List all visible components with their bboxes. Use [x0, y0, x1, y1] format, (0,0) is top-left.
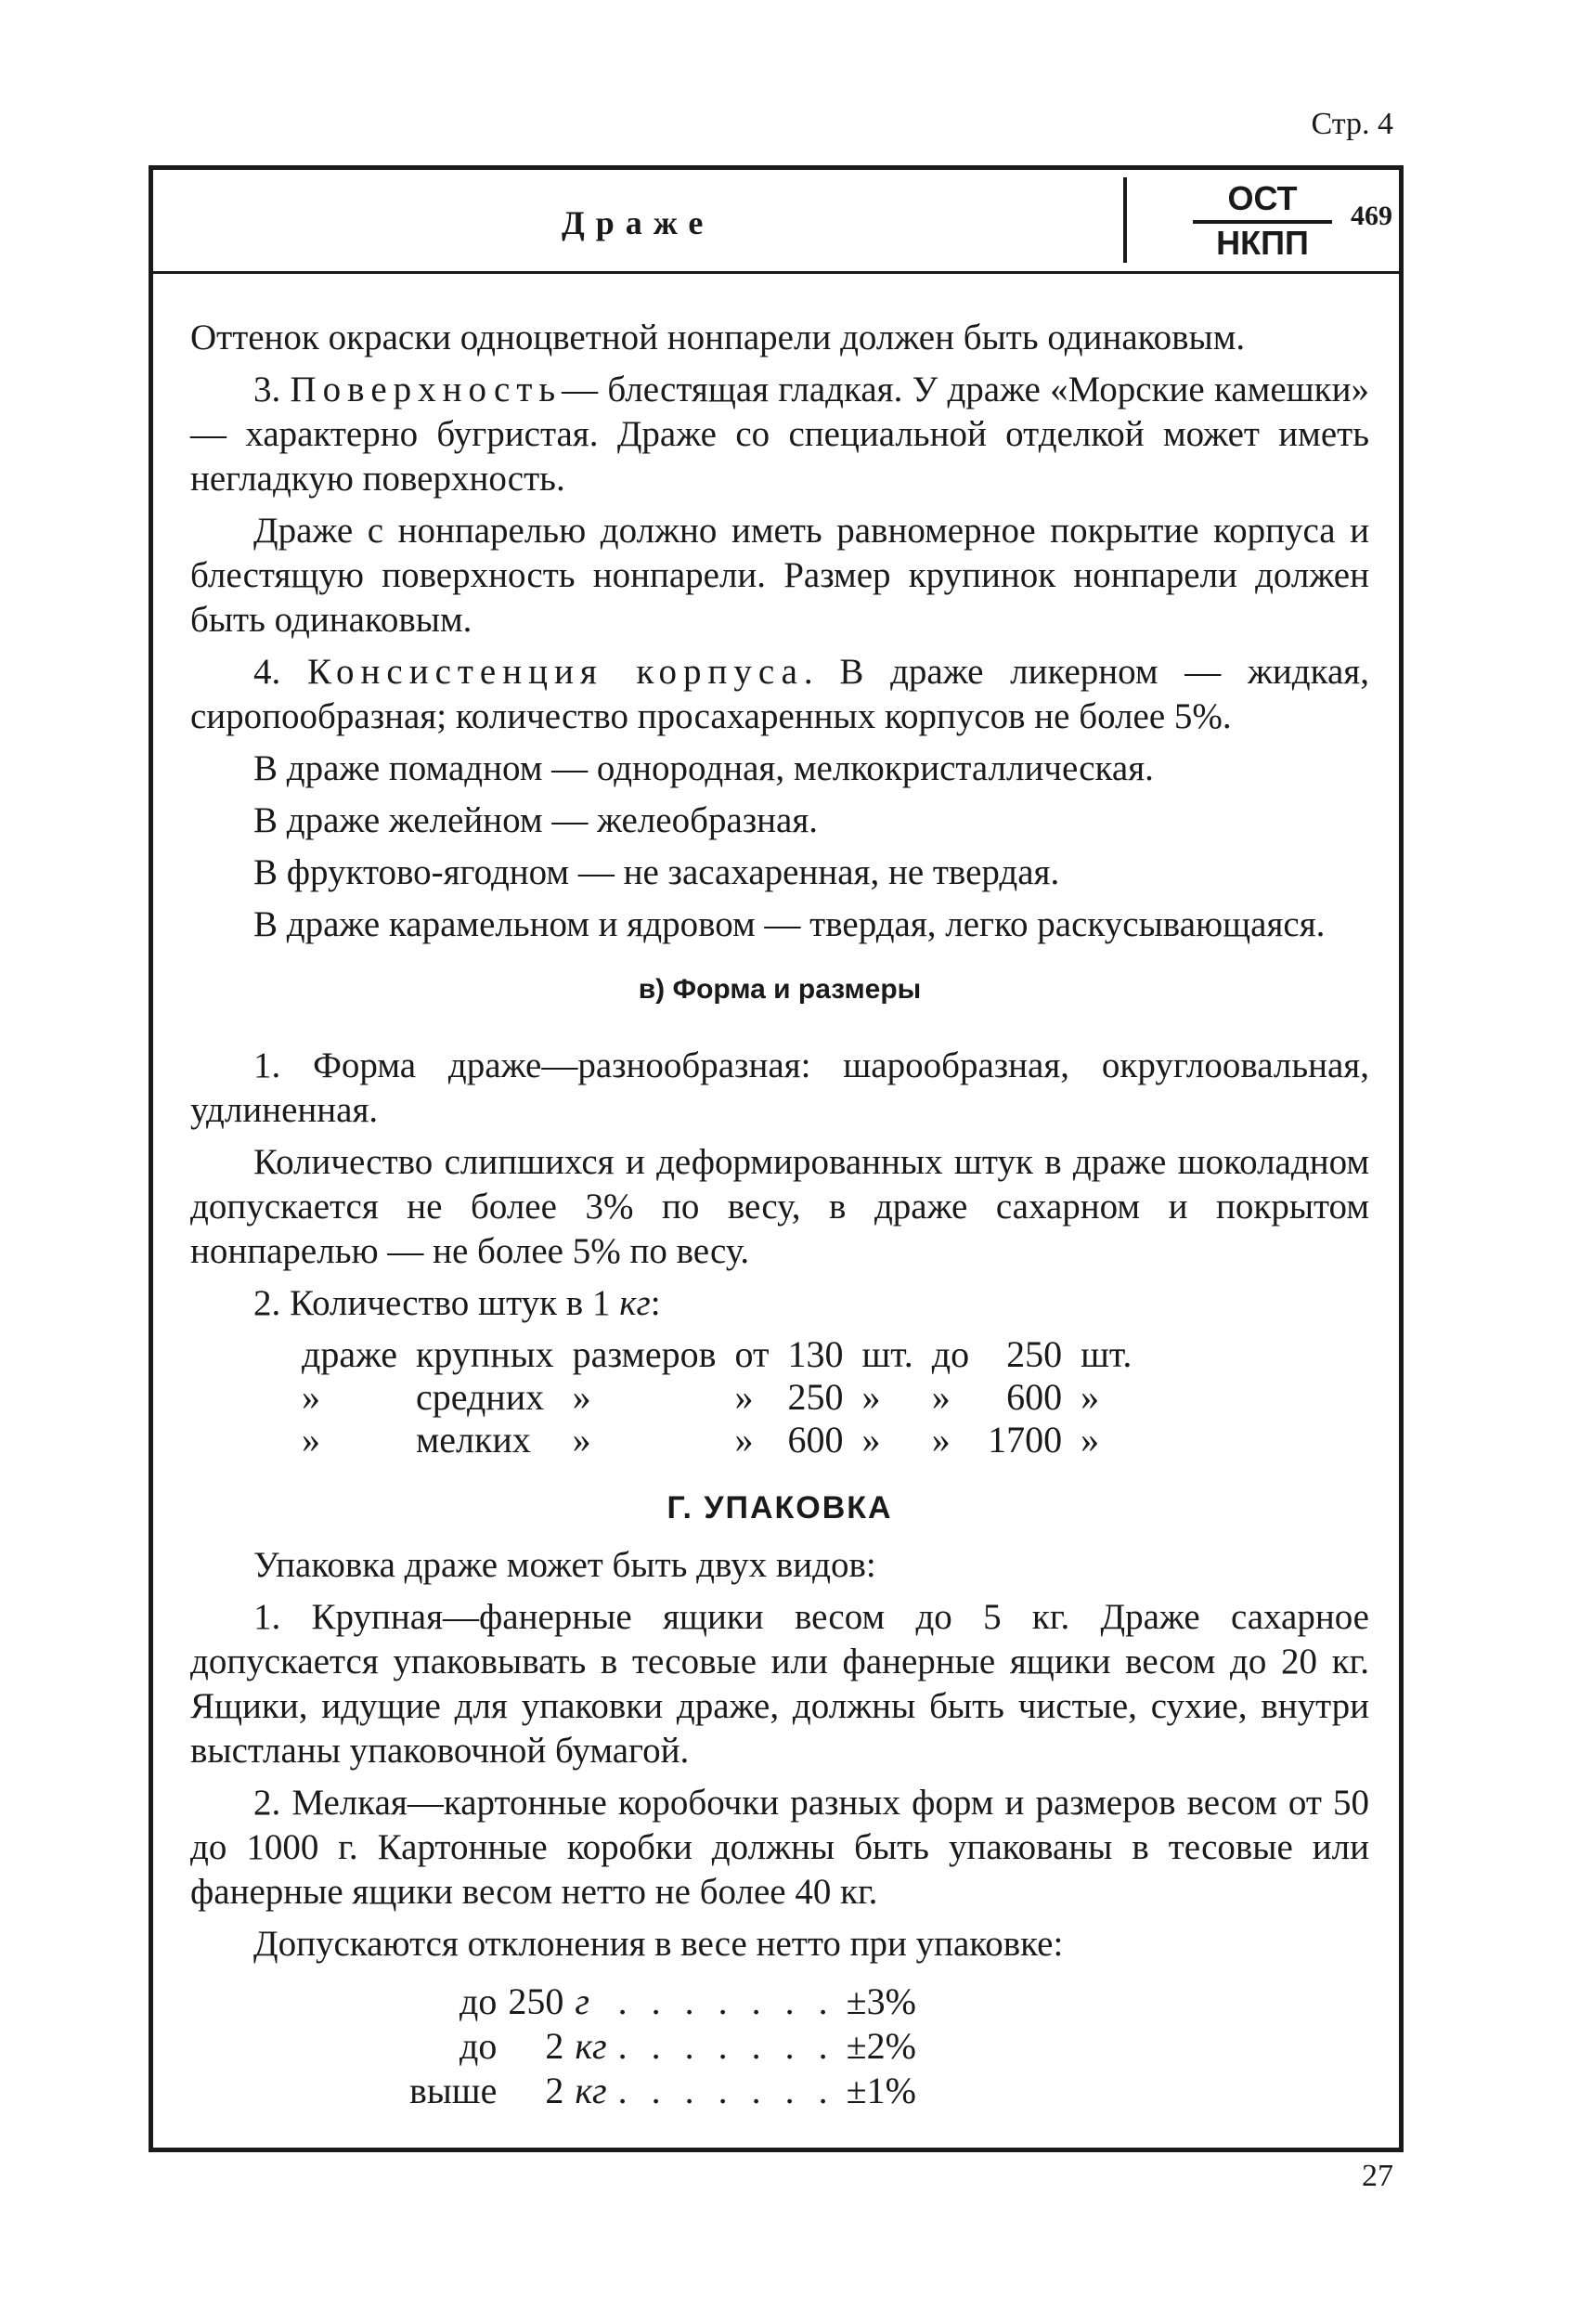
term-surface: Поверхность [290, 370, 563, 409]
table-cell: . . . . . . . [617, 2070, 835, 2111]
table-cell: » [734, 1376, 754, 1418]
standard-code-top: ОСТ [1193, 179, 1332, 224]
table-cell: крупных [415, 1333, 554, 1375]
deviation-table [404, 1980, 922, 2113]
item-number: 3. [253, 370, 281, 409]
paragraph-shape: 1. Форма драже—разнообразная: шарообразная, округлоовальная, удлиненная. [190, 1045, 1369, 1130]
table-cell: » [302, 1419, 320, 1461]
table-cell: ±1% [846, 2070, 916, 2111]
table-row [404, 1980, 922, 2024]
surface-text: — блестящая гладкая. У драже «Морские камешки» — характерно бугристая. Драже со специальной отделкой может иметь негладкую поверхность. [190, 370, 1370, 499]
standard-code-bottom: НКПП [1216, 224, 1309, 262]
paragraph-packaging-small: 2. Мелкая—картонные коробочки разных форм и размеров весом от 50 до 1000 г. Картонные коробки должны быть упакованы в тесовые или фанерные ящики весом нетто не более 40 кг. [190, 1783, 1369, 1912]
count-unit: кг [619, 1283, 651, 1323]
table-cell: » [931, 1419, 951, 1461]
table-row [292, 1333, 1141, 1376]
paragraph-caramel: В драже карамельном и ядровом — твердая, легко раскусывающаяся. [253, 904, 1326, 944]
paragraph-jelly: В драже желейном — желеобразная. [253, 800, 819, 840]
paragraph-consistency [190, 650, 1369, 739]
table-cell: 1700 [988, 1419, 1063, 1461]
section-heading-packaging: Г. УПАКОВКА [667, 1490, 893, 1526]
table-cell: до [931, 1333, 970, 1375]
header-divider [1123, 177, 1127, 263]
table-cell: драже [302, 1333, 397, 1375]
item-number: 4. [253, 652, 281, 692]
table-cell: до [459, 1980, 498, 2022]
paragraph-tint: Оттенок окраски одноцветной нонпарели должен быть одинаковым. [190, 318, 1246, 357]
footer-page-number: 27 [1362, 2159, 1393, 2193]
table-cell: мелких [415, 1419, 531, 1461]
table-cell: средних [415, 1376, 545, 1418]
table-cell: 250 [508, 1980, 564, 2022]
paragraph-deviations: Допускаются отклонения в весе нетто при упаковке: [253, 1924, 1064, 1964]
table-cell [569, 2024, 612, 2069]
table-cell: 600 [1006, 1376, 1063, 1418]
paragraph-nonpareil: Драже с нонпарелью должно иметь равномерное покрытие корпуса и блестящую поверхность нонпарели. Размер крупинок нонпарели должен быть одинаковым. [190, 511, 1369, 640]
table-cell: » [302, 1376, 320, 1418]
table-cell: 600 [787, 1419, 844, 1461]
table-row [292, 1419, 1141, 1461]
table-cell: 2 [545, 2070, 564, 2111]
paragraph-packaging-intro: Упаковка драже может быть двух видов: [253, 1545, 876, 1585]
table-cell: шт. [1081, 1333, 1132, 1375]
table-cell: 2 [545, 2025, 564, 2067]
table-row [404, 2069, 922, 2113]
table-cell: » [861, 1419, 881, 1461]
unit: кг [575, 2025, 607, 2067]
table-row [292, 1376, 1141, 1419]
table-cell: от [734, 1333, 770, 1375]
table-cell: . . . . . . . [617, 2025, 835, 2067]
table-cell [569, 2069, 612, 2113]
unit: кг [575, 2070, 607, 2111]
table-cell: шт. [861, 1333, 913, 1375]
count-colon: : [650, 1283, 661, 1323]
table-cell: 130 [787, 1333, 844, 1375]
document-header [153, 170, 1399, 274]
page-label: Стр. 4 [1311, 107, 1393, 141]
document-body [190, 316, 1369, 2113]
paragraph-deformed: Количество слипшихся и деформированных штук в драже шоколадном допускается не более 3% по весу, в драже сахарном и покрытом нонпарелью — не более 5% по весу. [190, 1142, 1369, 1271]
table-cell: » [861, 1376, 881, 1418]
paragraph-packaging-large: 1. Крупная—фанерные ящики весом до 5 кг. Драже сахарное допускается упаковывать в тесовые или фанерные ящики весом до 20 кг. Ящики, идущие для упаковки драже, должны быть чистые, сухие, внутри выстланы упаковочной бумагой. [190, 1597, 1369, 1771]
table-cell: до [459, 2025, 498, 2067]
paragraph-fondant: В драже помадном — однородная, мелкокристаллическая. [253, 748, 1154, 788]
standard-number: 469 [1351, 201, 1392, 231]
table-cell: » [572, 1376, 591, 1418]
paragraph-fruit: В фруктово-ягодном — не засахаренная, не твердая. [253, 852, 1060, 892]
table-cell: » [572, 1419, 591, 1461]
table-cell: 250 [787, 1376, 844, 1418]
unit: г [575, 1980, 589, 2022]
section-heading-shape: в) Форма и размеры [638, 974, 922, 1005]
table-cell: » [734, 1419, 754, 1461]
table-cell: » [1081, 1419, 1100, 1461]
table-cell: ±3% [846, 1980, 916, 2022]
consistency-text: . В драже ликерном — жидкая, сиропообразная; количество просахаренных корпусов не более 5%. [190, 652, 1369, 736]
table-cell: » [931, 1376, 951, 1418]
header-title: Драже [562, 204, 715, 241]
term-consistency: Консистенция корпуса [306, 652, 804, 692]
table-cell: . . . . . . . [617, 1980, 835, 2022]
table-cell: 250 [1006, 1333, 1063, 1375]
paragraph-count [190, 1281, 1369, 1326]
table-cell: » [1081, 1376, 1100, 1418]
count-table [292, 1333, 1141, 1461]
table-cell: ±2% [846, 2025, 916, 2067]
table-cell: выше [409, 2070, 498, 2111]
count-label: 2. Количество штук в 1 [253, 1283, 611, 1323]
paragraph-surface [190, 368, 1369, 501]
table-row [404, 2024, 922, 2069]
table-cell [569, 1980, 612, 2024]
table-cell: размеров [572, 1333, 717, 1375]
